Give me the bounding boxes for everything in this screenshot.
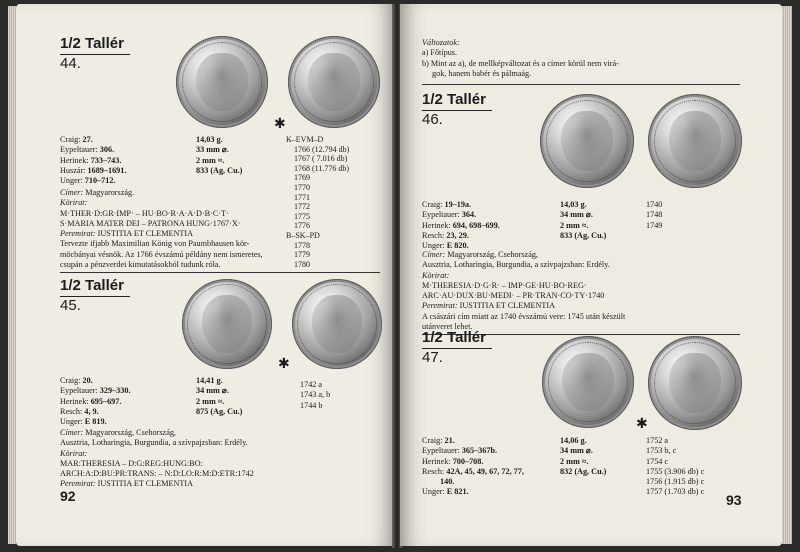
left-page-edges bbox=[8, 6, 16, 544]
entry-number: 44. bbox=[60, 55, 81, 72]
entry-number: 45. bbox=[60, 297, 81, 314]
star-icon: ✱ bbox=[274, 116, 286, 132]
entry-47-physical-specs: 14,06 g. 34 mm ⌀. 2 mm ≈. 832 (Ag, Cu.) bbox=[560, 436, 607, 476]
entry-45-years: 1742 a 1743 a, b 1744 b bbox=[300, 380, 331, 410]
entry-number: 46. bbox=[422, 111, 443, 128]
section-divider bbox=[422, 84, 740, 85]
coin-46-obverse bbox=[540, 94, 634, 188]
coin-45-reverse bbox=[292, 279, 382, 369]
right-page bbox=[400, 4, 782, 546]
page-number: 93 bbox=[726, 492, 742, 508]
entry-46-physical-specs: 14,03 g. 34 mm ⌀. 2 mm ≈. 833 (Ag, Cu.) bbox=[560, 200, 607, 240]
entry-44-header bbox=[60, 36, 130, 72]
entry-46-header bbox=[422, 92, 492, 128]
entry-44-mint-years: K–EVM–D 1766 (12.794 db) 1767 ( 7.016 db) 1768 (11.776 db) 1769 1770 1771 1772 1775 1776 B–SK–PD 1778 1779 1780 bbox=[286, 135, 350, 269]
entry-46-years: 1740 1748 1749 bbox=[646, 200, 663, 230]
entry-title: 1/2 Tallér bbox=[60, 35, 124, 52]
entry-number: 47. bbox=[422, 349, 443, 366]
entry-title: 1/2 Tallér bbox=[60, 277, 124, 294]
star-icon: ✱ bbox=[636, 416, 648, 432]
coin-45-obverse bbox=[182, 279, 272, 369]
section-divider bbox=[60, 272, 380, 273]
entry-44-physical-specs: 14,03 g. 33 mm ⌀. 2 mm ≈. 833 (Ag, Cu.) bbox=[196, 135, 243, 175]
entry-45-physical-specs: 14,41 g. 34 mm ⌀. 2 mm ≈. 875 (Ag, Cu.) bbox=[196, 376, 243, 416]
entry-title: 1/2 Tallér bbox=[422, 91, 486, 108]
entry-46-references: Craig: 19–19a. Eypeltauer: 364. Herinek: 694, 698–699. Resch: 23, 29. Unger: E 820. bbox=[422, 200, 500, 251]
entry-46-description: Címer: Magyarország, Csehország, Ausztria, Lotharingia, Burgundia, a szívpajzsban: Erdély. Körirat: M·THERESIA·D·G·R· – IMP·GE·HU·BO·REG· ARC·AU·DUX·BU·MEDI· – PR·TRAN·CO·TY·1740 Peremirat: IUSTITIA ET CLEMENTIA A császári cím miatt az 1740 évszámú vere: 1745 után készült utánveret lehet. bbox=[422, 250, 626, 332]
entry-44-references: Craig: 27. Eypeltauer: 306. Herinek: 733–743. Huszár: 1689–1691. Unger: 710–712. bbox=[60, 135, 127, 186]
entry-45-header bbox=[60, 278, 130, 314]
page-number: 92 bbox=[60, 488, 76, 504]
left-page bbox=[16, 4, 394, 546]
right-page-edges bbox=[782, 6, 792, 544]
star-icon: ✱ bbox=[278, 356, 290, 372]
entry-47-years: 1752 a 1753 b, c 1754 c 1755 (3.906 db) c 1756 (1.915 db) c 1757 (1.703 db) c bbox=[646, 436, 705, 497]
coin-47-obverse bbox=[542, 336, 634, 428]
coin-44-obverse bbox=[176, 36, 268, 128]
entry-47-references: Craig: 21. Eypeltauer: 365–367b. Herinek: 700–708. Resch: 42A, 45, 49, 67, 72, 77, 140. Unger: E 821. bbox=[422, 436, 524, 497]
entry-45-description: Címer: Magyarország, Csehország, Ausztria, Lotharingia, Burgundia, a szívpajzsban: Erdély. Körirat: MAR:THERESIA – D:G:REG:HUNG:BO: ARCH:A:D:BU:PR:TRANS: – N:D:LO:R:M:D:ETR:1742 Peremirat: IUSTITIA ET CLEMENTIA bbox=[60, 428, 254, 489]
entry-47-header bbox=[422, 330, 492, 366]
coin-46-reverse bbox=[648, 94, 742, 188]
variants-block: Változatok: a) Főtípus. b) Mint az a), de mellképváltozat és a címer körül nem virá- gok, hanem babér és pálmaág. bbox=[422, 38, 619, 78]
entry-title: 1/2 Tallér bbox=[422, 329, 486, 346]
open-book bbox=[6, 4, 794, 548]
entry-44-description: Címer: Magyarország. Körirat: M·THER·D:GR·IMP· – HU·BO·R·A·A·D·B·C·T· S·MARIA MATER DEI – PATRONA HUNG·1767·X· Peremirat: IUSTITIA ET CLEMENTIA Tervezte ifjabb Maximilian König von Paumbhausen kör- möcbányai vésnök. Az 1766 évszámú példány nem ismeretes, csupán a pénzverdei kimutatásokból tudunk róla. bbox=[60, 188, 263, 270]
entry-45-references: Craig: 20. Eypeltauer: 329–330. Herinek: 695–697. Resch: 4, 9. Unger: E 819. bbox=[60, 376, 131, 427]
coin-44-reverse bbox=[288, 36, 380, 128]
coin-47-reverse bbox=[648, 336, 742, 430]
